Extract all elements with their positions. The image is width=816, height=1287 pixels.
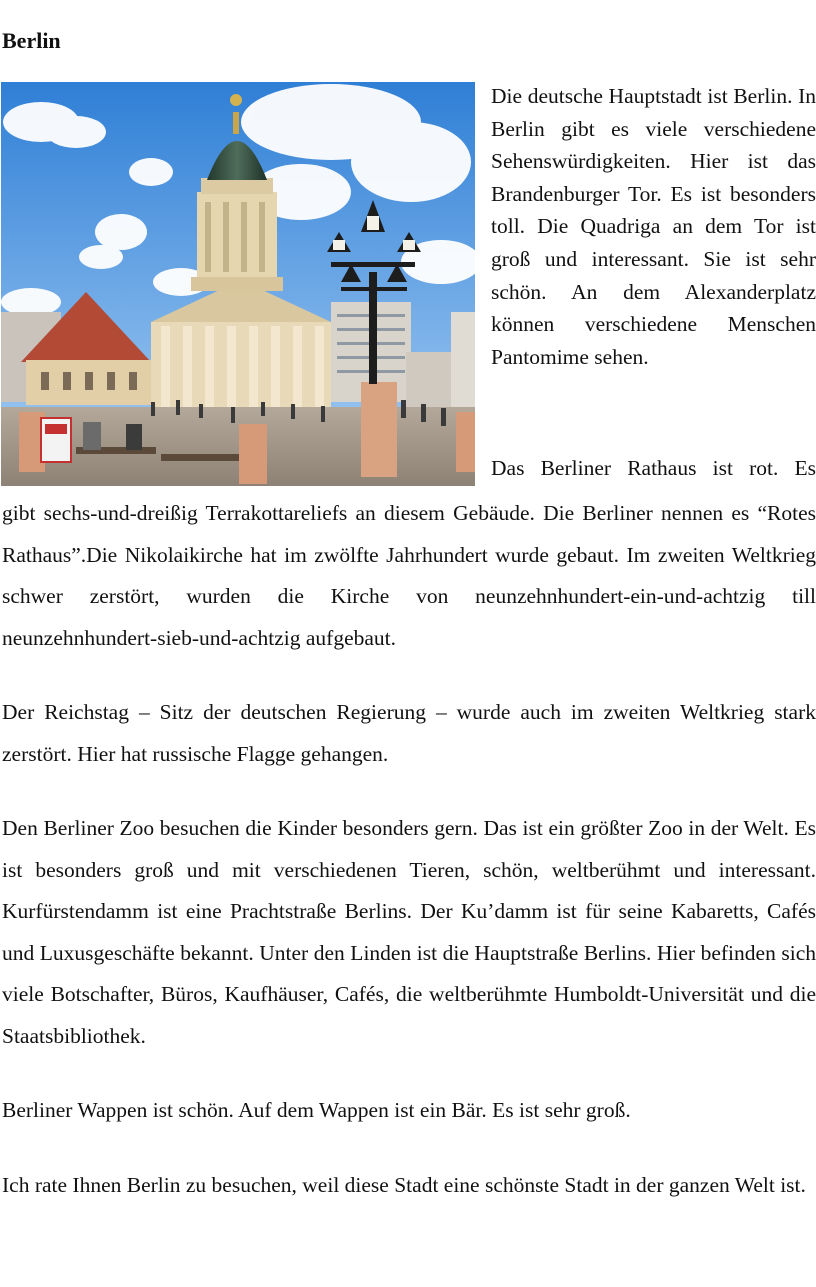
intro-paragraph [491, 80, 816, 373]
berlin-photo [1, 82, 475, 486]
rathaus-paragraph: gibt sechs-und-dreißig Terrakottareliefs an diesem Gebäude. Die Berliner nennen es “Rotes Rathaus”.Die Nikolaikirche hat im zwölfte Jahrhundert wurde gebaut. Im zweiten Weltkrieg schwer zerstört, wurden die Kirche von neunzehnhundert-ein-und-achtzig till neunzehnhundert-sieb-und-achtzig aufgebaut. [2, 501, 816, 650]
rathaus-line-first: Das Berliner Rathaus ist rot. Es [491, 456, 816, 480]
wappen-paragraph: Berliner Wappen ist schön. Auf dem Wappen ist ein Bär. Es ist sehr groß. [2, 1098, 631, 1122]
reichstag-paragraph: Der Reichstag – Sitz der deutschen Regierung – wurde auch im zweiten Weltkrieg stark zerstört. Hier hat russische Flagge gehangen. [2, 700, 816, 766]
paragraph-gap [2, 659, 816, 692]
main-text [2, 493, 816, 1206]
zoo-paragraph: Den Berliner Zoo besuchen die Kinder besonders gern. Das ist ein größter Zoo in der Welt. Es ist besonders groß und mit verschiedenen Tieren, schön, weltberühmt und interessant. Kurfürstendamm ist eine Prachtstraße Berlins. Der Ku’damm ist für seine Kabaretts, Cafés und Luxusgeschäfte bekannt. Unter den Linden ist die Hauptstraße Berlins. Hier befinden sich viele Botschafter, Büros, Kaufhäuser, Cafés, die weltberühmte Humboldt-Universität und die Staatsbibliothek. [2, 816, 816, 1048]
paragraph-gap [2, 1132, 816, 1165]
page-title: Berlin [2, 28, 61, 53]
closing-paragraph: Ich rate Ihnen Berlin zu besuchen, weil diese Stadt eine schönste Stadt in der ganzen Welt ist. [2, 1172, 806, 1197]
paragraph-gap [2, 775, 816, 808]
intro-text: Die deutsche Hauptstadt ist Berlin. In Berlin gibt es viele verschiedene Sehenswürdigkeiten. Hier ist das Brandenburger Tor. Es ist besonders toll. Die Quadriga an dem Tor ist groß und interessant. Sie ist sehr schön. An dem Alexanderplatz können verschiedene Menschen Pantomime sehen. [491, 84, 816, 369]
paragraph-gap [2, 1057, 816, 1090]
gendarmenmarkt-photo-icon [1, 82, 475, 486]
